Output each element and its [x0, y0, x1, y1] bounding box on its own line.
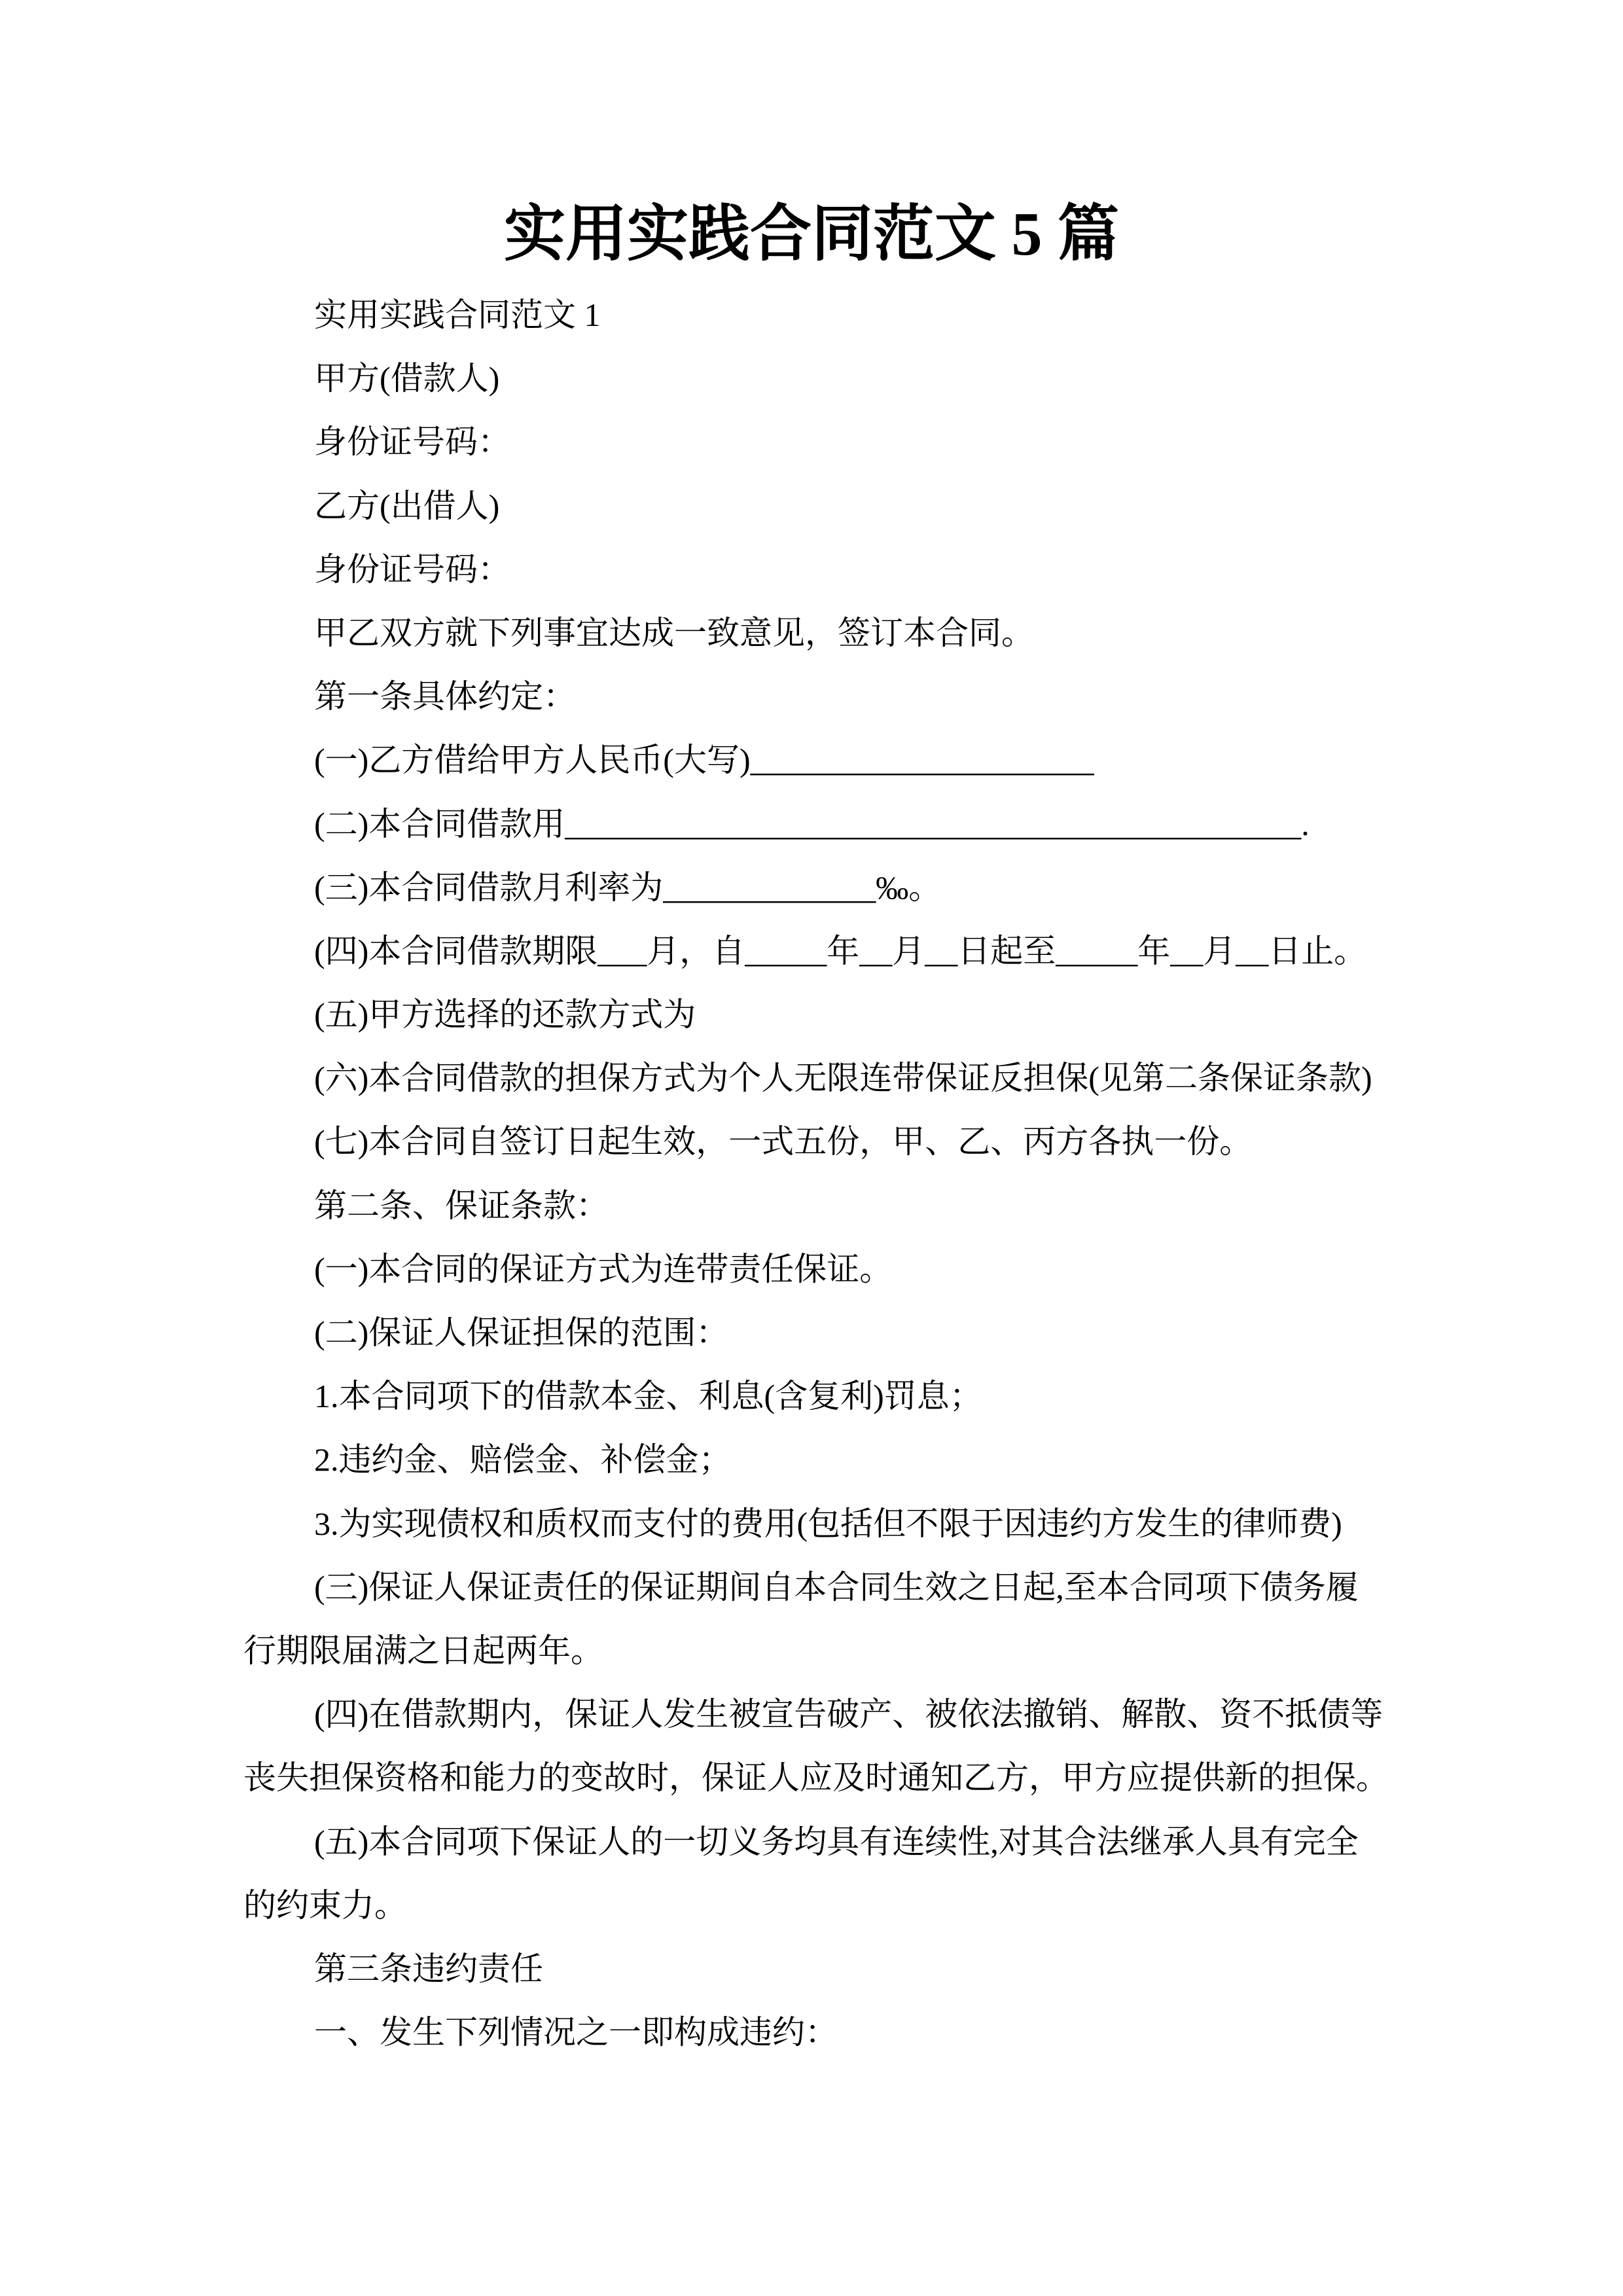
document-line: (三)保证人保证责任的保证期间自本合同生效之日起,至本合同项下债务履 [314, 1568, 1359, 1605]
document-line: (三)本合同借款月利率为_____________‰。 [314, 869, 942, 906]
document-line: (四)本合同借款期限___月，自_____年__月__日起至_____年__月__日止。 [314, 932, 1367, 969]
document-line: (二)保证人保证担保的范围： [314, 1314, 729, 1351]
document-line: 第二条、保证条款： [314, 1187, 609, 1224]
document-line: (一)本合同的保证方式为连带责任保证。 [314, 1250, 893, 1287]
document-line: 甲乙双方就下列事宜达成一致意见，签订本合同。 [314, 614, 1034, 651]
document-line: 行期限届满之日起两年。 [243, 1632, 603, 1669]
document-line: 3.为实现债权和质权而支付的费用(包括但不限于因违约方发生的律师费) [314, 1505, 1342, 1542]
document-line: 第一条具体约定： [314, 678, 576, 715]
document-line: 实用实践合同范文 1 [314, 296, 601, 333]
document-line: (二)本合同借款用_____________________________________________. [314, 805, 1310, 842]
document-line: (一)乙方借给甲方人民币(大写)_____________________ [314, 742, 1094, 779]
document-line: 身份证号码： [314, 550, 510, 588]
document-line: 2.违约金、赔偿金、补偿金； [314, 1441, 732, 1479]
document-line: 身份证号码： [314, 423, 510, 461]
document-line: (六)本合同借款的担保方式为个人无限连带保证反担保(见第二条保证条款) [314, 1060, 1372, 1097]
document-line: 的约束力。 [243, 1886, 407, 1924]
document-line: 第三条违约责任 [314, 1950, 543, 1987]
document-line: 一、发生下列情况之一即构成违约： [314, 2014, 838, 2051]
document-title: 实用实践合同范文 5 篇 [503, 200, 1119, 268]
document-line: (五)甲方选择的还款方式为 [314, 996, 696, 1033]
document-line: (七)本合同自签订日起生效，一式五份，甲、乙、丙方各执一份。 [314, 1123, 1253, 1160]
document-line: 乙方(出借人) [314, 487, 500, 524]
document-line: 1.本合同项下的借款本金、利息(含复利)罚息； [314, 1378, 982, 1415]
document-line: 甲方(借款人) [314, 360, 500, 397]
document-line: (五)本合同项下保证人的一切义务均具有连续性,对其合法继承人具有完全 [314, 1823, 1359, 1860]
document-line: (四)在借款期内，保证人发生被宣告破产、被依法撤销、解散、资不抵债等 [314, 1696, 1383, 1733]
document-line: 丧失担保资格和能力的变故时，保证人应及时通知乙方，甲方应提供新的担保。 [243, 1759, 1389, 1797]
document-body [243, 283, 1402, 2064]
